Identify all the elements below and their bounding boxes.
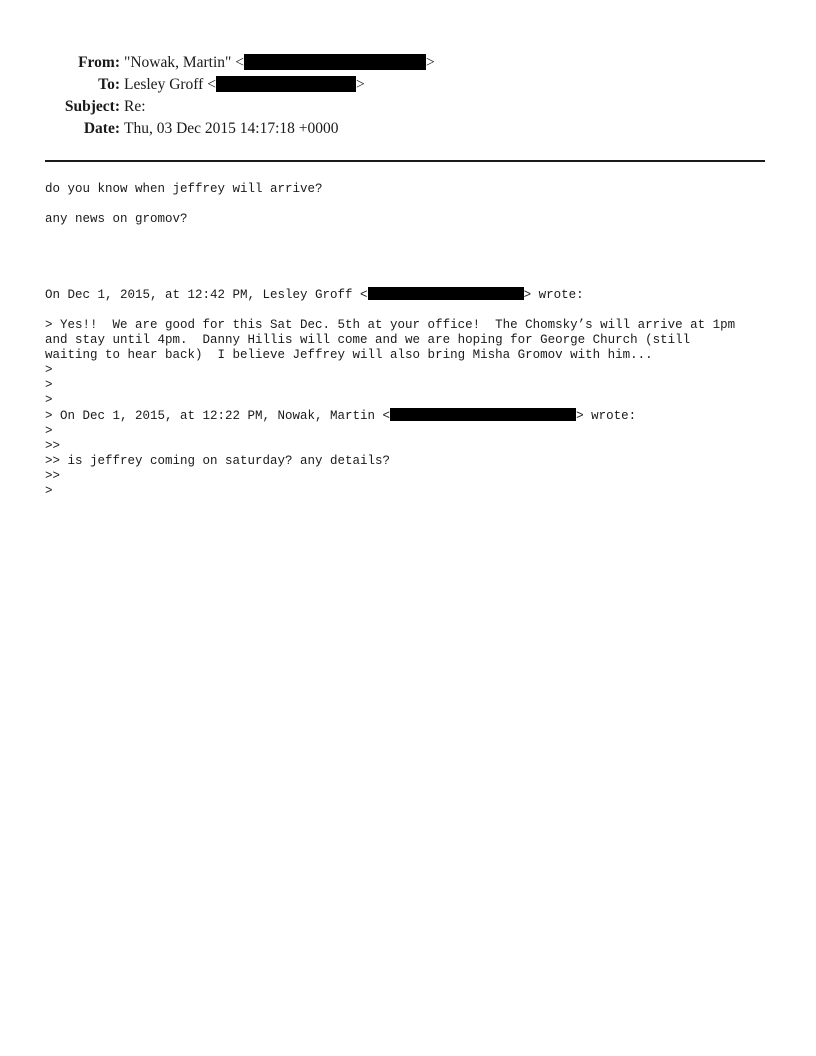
subject-row — [0, 96, 816, 118]
from-row — [0, 52, 816, 74]
nested-quote-marker: >> — [45, 469, 61, 483]
date-value: Thu, 03 Dec 2015 14:17:18 +0000 — [124, 120, 339, 137]
blank-line — [45, 197, 775, 212]
date-row — [0, 118, 816, 140]
subject-value: Re: — [124, 98, 146, 115]
nested-intro-start: > On Dec 1, 2015, at 12:22 PM, Nowak, Martin < — [45, 409, 391, 423]
from-close-bracket: > — [425, 54, 435, 71]
redaction-bar — [216, 76, 356, 92]
to-close-bracket: > — [355, 76, 365, 93]
subject-label: Subject: — [64, 98, 120, 115]
email-header — [0, 52, 816, 140]
date-label: Date: — [83, 120, 120, 137]
redaction-bar — [368, 287, 524, 300]
nested-quoted-line: >> is jeffrey coming on saturday? any details? — [45, 454, 391, 468]
quoted-line: waiting to hear back) I believe Jeffrey will also bring Misha Gromov with him... — [45, 348, 653, 362]
from-value: "Nowak, Martin" < — [124, 54, 244, 71]
nested-quote-marker: >> — [45, 439, 61, 453]
quote-marker: > — [45, 363, 53, 377]
to-row — [0, 74, 816, 96]
quoted-line: > Yes!! We are good for this Sat Dec. 5th at your office! The Chomsky’s will arrive at 1pm — [45, 318, 736, 332]
redaction-bar — [244, 54, 426, 70]
email-body — [45, 182, 775, 499]
header-divider — [45, 160, 765, 162]
to-value: Lesley Groff < — [124, 76, 216, 93]
quote-marker: > — [45, 378, 53, 392]
redaction-bar — [390, 408, 576, 421]
quote-intro — [45, 287, 775, 303]
to-label: To: — [98, 76, 120, 93]
body-line: any news on gromov? — [45, 212, 188, 226]
quote-marker: > — [45, 484, 53, 498]
blank-space — [45, 227, 775, 287]
quote-intro-start: On Dec 1, 2015, at 12:42 PM, Lesley Groff < — [45, 288, 368, 302]
quote-marker: > — [45, 393, 53, 407]
from-label: From: — [78, 54, 120, 71]
quoted-line: and stay until 4pm. Danny Hillis will come and we are hoping for George Church (still — [45, 333, 691, 347]
nested-intro-end: > wrote: — [576, 409, 637, 423]
blank-line — [45, 303, 775, 318]
quote-intro-end: > wrote: — [523, 288, 584, 302]
body-line: do you know when jeffrey will arrive? — [45, 182, 323, 196]
nested-quote-intro — [45, 408, 775, 424]
quote-marker: > — [45, 424, 53, 438]
